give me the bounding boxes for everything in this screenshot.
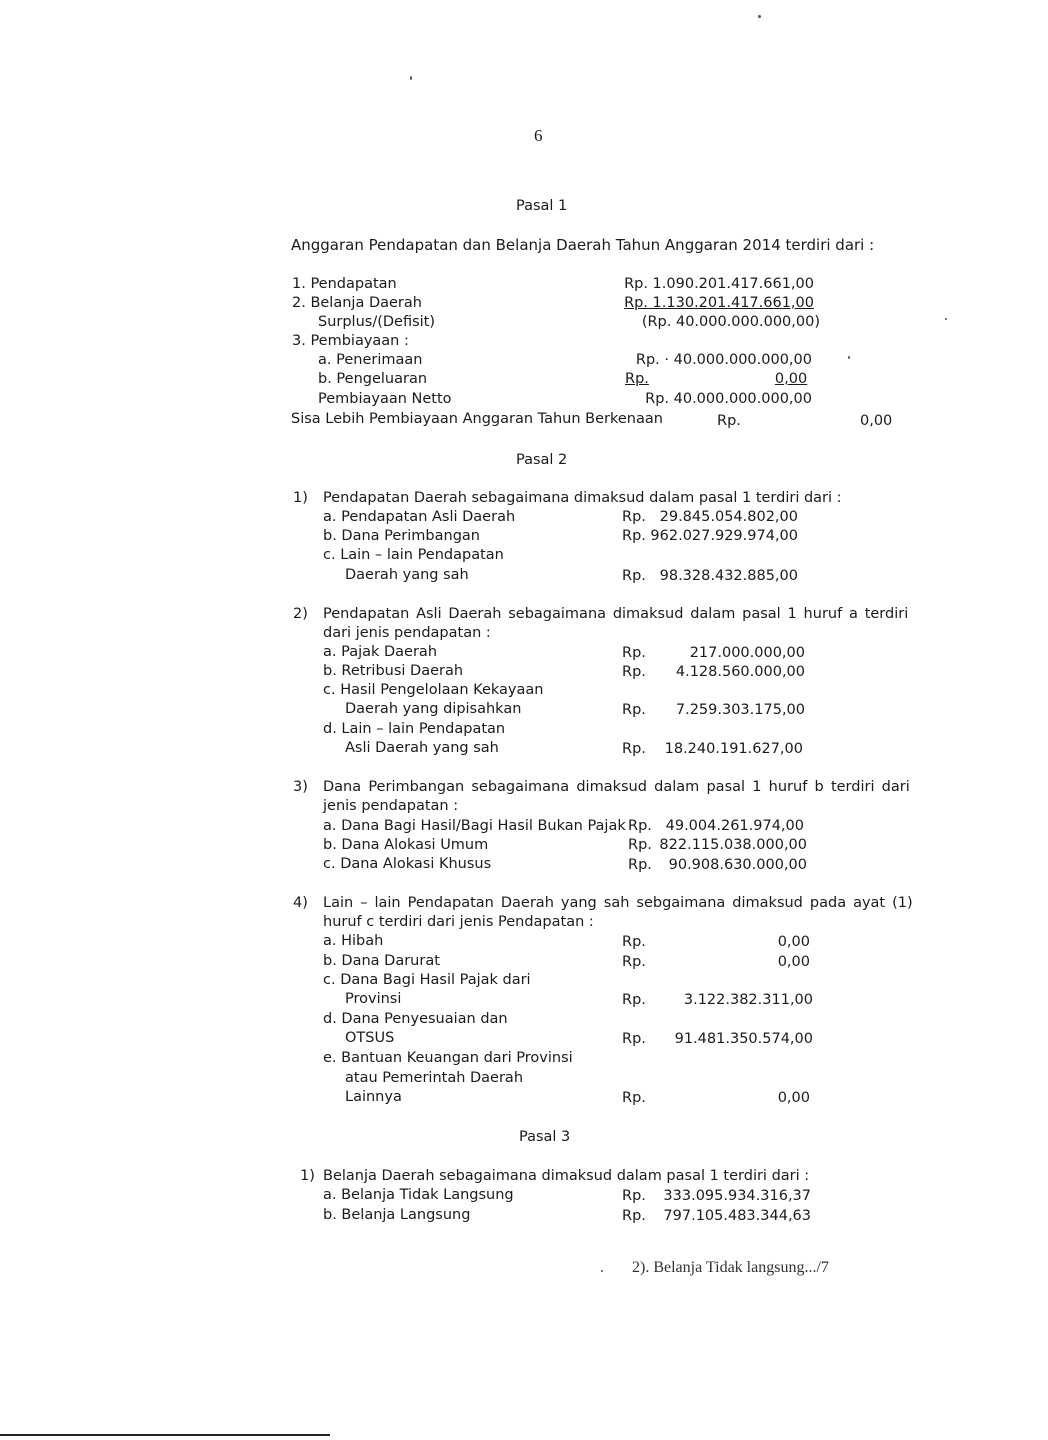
p2-s2-item-b-rp: Rp. bbox=[622, 664, 646, 680]
scan-speck bbox=[601, 1270, 603, 1272]
p2-s2-item-a-rp: Rp. bbox=[622, 645, 646, 661]
p2-s1-text: Pendapatan Daerah sebagaimana dimaksud dalam pasal 1 terdiri dari : bbox=[323, 490, 842, 506]
p2-s3-item-b-value: 822.115.038.000,00 bbox=[659, 837, 807, 853]
p3-s1-item-a-value: 333.095.934.316,37 bbox=[663, 1188, 811, 1204]
p2-s2-number: 2) bbox=[293, 606, 308, 622]
surplus-defisit-amount: (Rp. 40.000.000.000,00) bbox=[641, 314, 820, 330]
pembiayaan-netto-amount: Rp. 40.000.000.000,00 bbox=[645, 391, 812, 407]
p2-s4-item-b-label: b. Dana Darurat bbox=[323, 953, 440, 969]
p2-s2-item-d-label: d. Lain – lain Pendapatan bbox=[323, 721, 506, 737]
p2-s4-item-e-rp: Rp. bbox=[622, 1090, 646, 1106]
p2-s4-item-e-value: 0,00 bbox=[777, 1090, 810, 1106]
p3-s1-item-a-rp: Rp. bbox=[622, 1188, 646, 1204]
p2-s2-text-2: dari jenis pendapatan : bbox=[323, 625, 491, 641]
p2-s4-item-d-value: 91.481.350.574,00 bbox=[674, 1031, 813, 1047]
p3-s1-number: 1) bbox=[300, 1168, 315, 1184]
p3-s1-item-a-label: a. Belanja Tidak Langsung bbox=[323, 1187, 514, 1203]
p2-s1-item-a-rp: Rp. bbox=[622, 509, 646, 525]
p2-s3-item-b-label: b. Dana Alokasi Umum bbox=[323, 837, 489, 853]
p2-s4-item-c-value: 3.122.382.311,00 bbox=[683, 992, 813, 1008]
p2-s4-number: 4) bbox=[293, 895, 308, 911]
p2-s3-number: 3) bbox=[293, 779, 308, 795]
scan-speck bbox=[848, 356, 850, 359]
p2-s1-item-a-label: a. Pendapatan Asli Daerah bbox=[323, 509, 516, 525]
scan-speck bbox=[945, 318, 947, 320]
penerimaan-amount: Rp. · 40.000.000.000,00 bbox=[635, 352, 812, 368]
pendapatan-label: 1. Pendapatan bbox=[292, 276, 397, 292]
sisa-lebih-label: Sisa Lebih Pembiayaan Anggaran Tahun Berkenaan bbox=[291, 411, 663, 427]
p2-s4-item-b-value: 0,00 bbox=[777, 954, 810, 970]
p3-s1-text: Belanja Daerah sebagaimana dimaksud dalam pasal 1 terdiri dari : bbox=[323, 1168, 810, 1184]
p2-s1-item-c-rp: Rp. bbox=[622, 568, 646, 584]
p2-s2-item-b-value: 4.128.560.000,00 bbox=[675, 664, 805, 680]
p3-s1-item-b-label: b. Belanja Langsung bbox=[323, 1207, 471, 1223]
p2-s1-item-b-rp: Rp. bbox=[622, 528, 646, 544]
p2-s4-item-c-label: c. Dana Bagi Hasil Pajak dari bbox=[323, 972, 531, 988]
p2-s2-item-d-value: 18.240.191.627,00 bbox=[664, 741, 803, 757]
pengeluaran-label: b. Pengeluaran bbox=[318, 371, 428, 387]
p2-s4-text-1: Lain – lain Pendapatan Daerah yang sah sebgaimana dimaksud pada ayat (1) bbox=[323, 895, 913, 911]
p2-s2-item-c-rp: Rp. bbox=[622, 702, 646, 718]
pembiayaan-netto-label: Pembiayaan Netto bbox=[318, 391, 452, 407]
p2-s4-item-d-rp: Rp. bbox=[622, 1031, 646, 1047]
p2-s4-text-2: huruf c terdiri dari jenis Pendapatan : bbox=[323, 914, 594, 930]
p2-s2-item-b-label: b. Retribusi Daerah bbox=[323, 663, 464, 679]
p2-s4-item-e-label-2: atau Pemerintah Daerah bbox=[345, 1070, 524, 1086]
p2-s1-item-a-value: 29.845.054.802,00 bbox=[659, 509, 798, 525]
pembiayaan-label: 3. Pembiayaan : bbox=[292, 333, 409, 349]
pengeluaran-amount bbox=[625, 370, 811, 389]
next-page-catchword: 2). Belanja Tidak langsung.../7 bbox=[632, 1259, 829, 1276]
p3-s1-item-b-value: 797.105.483.344,63 bbox=[663, 1208, 811, 1224]
p2-s3-text-1: Dana Perimbangan sebagaimana dimaksud dalam pasal 1 huruf b terdiri dari bbox=[323, 779, 910, 795]
belanja-daerah-label: 2. Belanja Daerah bbox=[292, 295, 422, 311]
sisa-lebih-rp: Rp. bbox=[717, 413, 741, 429]
p2-s2-item-a-label: a. Pajak Daerah bbox=[323, 644, 438, 660]
pengeluaran-rp: Rp. bbox=[625, 371, 649, 387]
p2-s2-item-d-label-2: Asli Daerah yang sah bbox=[345, 740, 499, 756]
bottom-edge-line bbox=[0, 1434, 330, 1436]
p2-s2-item-c-label: c. Hasil Pengelolaan Kekayaan bbox=[323, 682, 544, 698]
p2-s2-text-1: Pendapatan Asli Daerah sebagaimana dimaksud dalam pasal 1 huruf a terdiri bbox=[323, 606, 909, 622]
p2-s2-item-c-label-2: Daerah yang dipisahkan bbox=[345, 701, 522, 717]
p2-s2-item-a-value: 217.000.000,00 bbox=[689, 645, 805, 661]
pasal-2-title: Pasal 2 bbox=[516, 452, 568, 468]
p2-s4-item-d-label-2: OTSUS bbox=[345, 1030, 395, 1046]
surplus-defisit-label: Surplus/(Defisit) bbox=[318, 314, 436, 330]
p2-s3-item-c-label: c. Dana Alokasi Khusus bbox=[323, 856, 492, 872]
pasal-1-title: Pasal 1 bbox=[516, 198, 568, 214]
scan-speck bbox=[758, 15, 761, 18]
belanja-daerah-amount: Rp. 1.130.201.417.661,00 bbox=[624, 295, 814, 311]
p2-s4-item-a-label: a. Hibah bbox=[323, 933, 384, 949]
p2-s3-item-c-value: 90.908.630.000,00 bbox=[668, 857, 807, 873]
p3-s1-item-b-rp: Rp. bbox=[622, 1208, 646, 1224]
p2-s1-item-b-label: b. Dana Perimbangan bbox=[323, 528, 480, 544]
p2-s2-item-d-rp: Rp. bbox=[622, 741, 646, 757]
pengeluaran-value: 0,00 bbox=[774, 371, 808, 387]
p2-s4-item-e-label: e. Bantuan Keuangan dari Provinsi bbox=[323, 1050, 573, 1066]
p2-s3-item-a-value: 49.004.261.974,00 bbox=[665, 818, 804, 834]
p2-s4-item-c-label-2: Provinsi bbox=[345, 991, 402, 1007]
penerimaan-label: a. Penerimaan bbox=[318, 352, 423, 368]
p2-s1-item-c-label-2: Daerah yang sah bbox=[345, 567, 469, 583]
p2-s3-text-2: jenis pendapatan : bbox=[323, 798, 459, 814]
p2-s3-item-a-label: a. Dana Bagi Hasil/Bagi Hasil Bukan Pajak bbox=[323, 818, 626, 834]
sisa-lebih-value: 0,00 bbox=[860, 413, 893, 429]
p2-s1-item-c-value: 98.328.432.885,00 bbox=[659, 568, 798, 584]
p2-s4-item-e-label-3: Lainnya bbox=[345, 1089, 402, 1105]
p2-s2-item-c-value: 7.259.303.175,00 bbox=[675, 702, 805, 718]
p2-s1-item-c-label: c. Lain – lain Pendapatan bbox=[323, 547, 504, 563]
pendapatan-amount: Rp. 1.090.201.417.661,00 bbox=[624, 276, 814, 292]
page-number: 6 bbox=[534, 126, 543, 145]
p2-s4-item-a-value: 0,00 bbox=[777, 934, 810, 950]
p2-s1-number: 1) bbox=[293, 490, 308, 506]
p2-s3-item-b-rp: Rp. bbox=[628, 837, 652, 853]
scan-speck bbox=[410, 76, 412, 80]
p2-s4-item-a-rp: Rp. bbox=[622, 934, 646, 950]
p2-s4-item-c-rp: Rp. bbox=[622, 992, 646, 1008]
p2-s3-item-c-rp: Rp. bbox=[628, 857, 652, 873]
pasal-1-intro: Anggaran Pendapatan dan Belanja Daerah Tahun Anggaran 2014 terdiri dari : bbox=[291, 236, 875, 254]
p2-s1-item-b-value: 962.027.929.974,00 bbox=[650, 528, 798, 544]
p2-s4-item-d-label: d. Dana Penyesuaian dan bbox=[323, 1011, 508, 1027]
pasal-3-title: Pasal 3 bbox=[519, 1129, 571, 1145]
p2-s3-item-a-rp: Rp. bbox=[628, 818, 652, 834]
p2-s4-item-b-rp: Rp. bbox=[622, 954, 646, 970]
